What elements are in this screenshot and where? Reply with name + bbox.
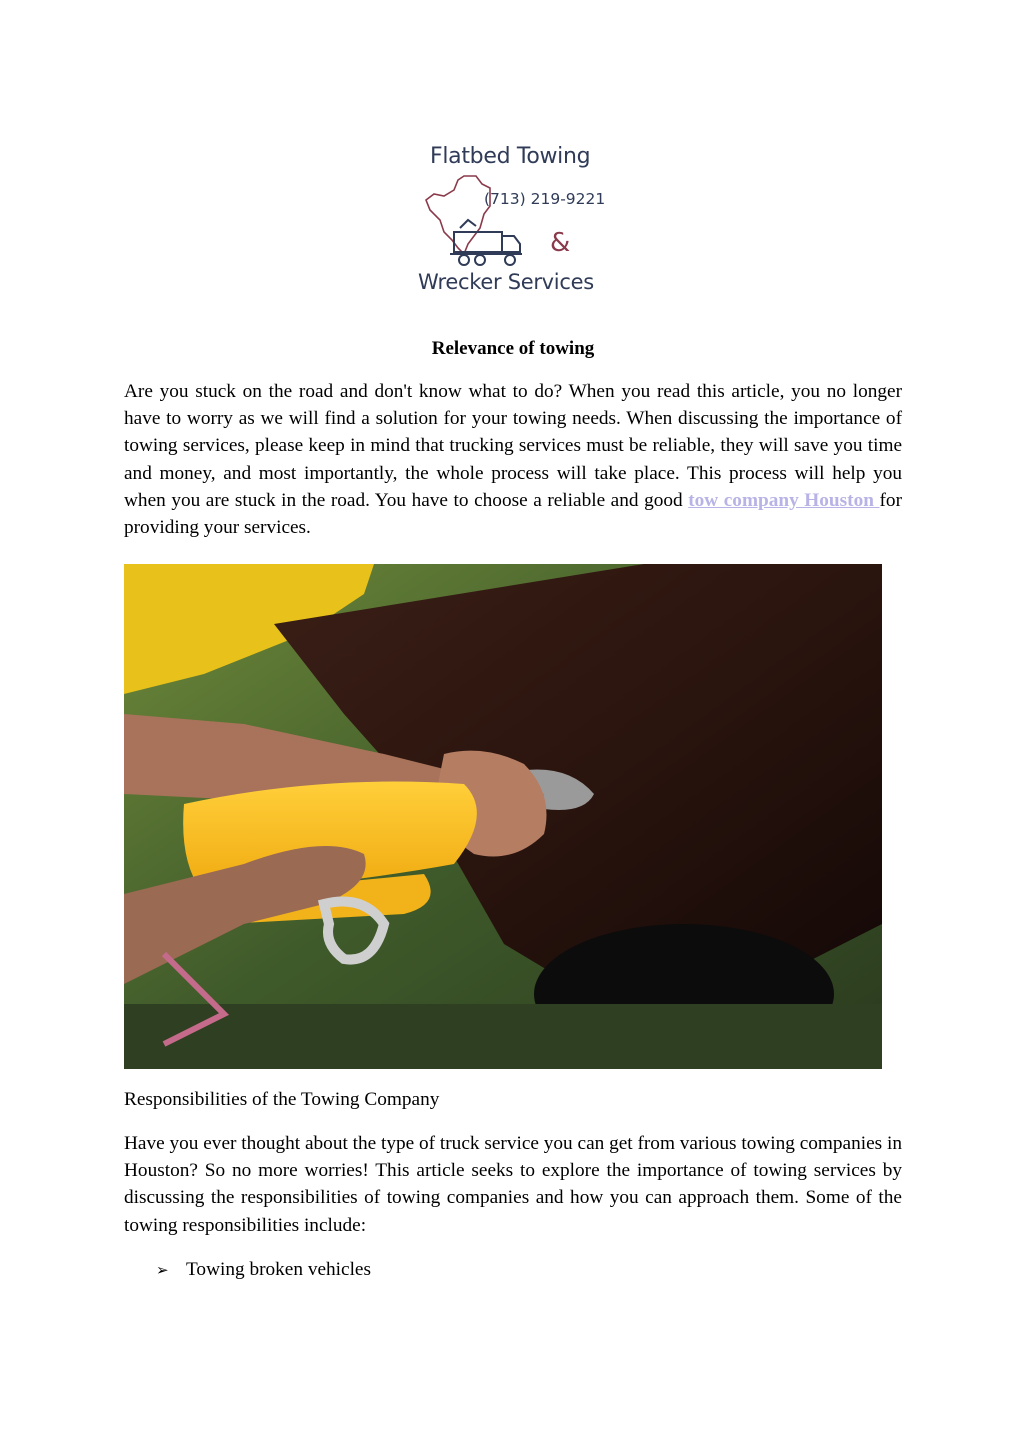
- texas-map-tow-truck-icon: [424, 170, 528, 270]
- responsibilities-paragraph: Have you ever thought about the type of truck service you can get from various towing companies in Houston? So no more worries! This article seeks to explore the importance of towing services by discussing the responsibilities of towing companies and how you can approach them. Some of the towing responsibilities include:: [124, 1133, 902, 1236]
- tow-company-houston-link[interactable]: tow company Houston: [688, 489, 880, 511]
- tow-strap-photo: [124, 564, 882, 1069]
- logo-ampersand: &: [550, 228, 571, 258]
- intro-text: Are you stuck on the road and don't know what to do? When you read this article, you no longer have to worry as we will find a solution for your towing needs. When discussing the importance of towing services, please keep in mind that trucking services must be reliable, they will save you time and money, and most importantly, the whole process will take place. This process will help you when you are stuck in the road. You have to choose a reliable and good: [124, 381, 902, 511]
- intro-paragraph: [124, 378, 902, 541]
- logo-subtitle: Wrecker Services: [418, 270, 594, 294]
- list-item: [156, 1259, 371, 1281]
- company-logo: [416, 140, 612, 300]
- logo-phone-number: (713) 219-9221: [484, 190, 606, 208]
- arrow-bullet-icon: ➢: [156, 1261, 169, 1279]
- logo-title: Flatbed Towing: [430, 144, 591, 169]
- list-item-text: Towing broken vehicles: [186, 1259, 371, 1280]
- tow-strap-photo-illustration: [124, 564, 882, 1069]
- intro-text-end: for providing your services.: [124, 489, 902, 539]
- section-subheading: Responsibilities of the Towing Company: [124, 1089, 440, 1110]
- article-heading: Relevance of towing: [431, 338, 595, 359]
